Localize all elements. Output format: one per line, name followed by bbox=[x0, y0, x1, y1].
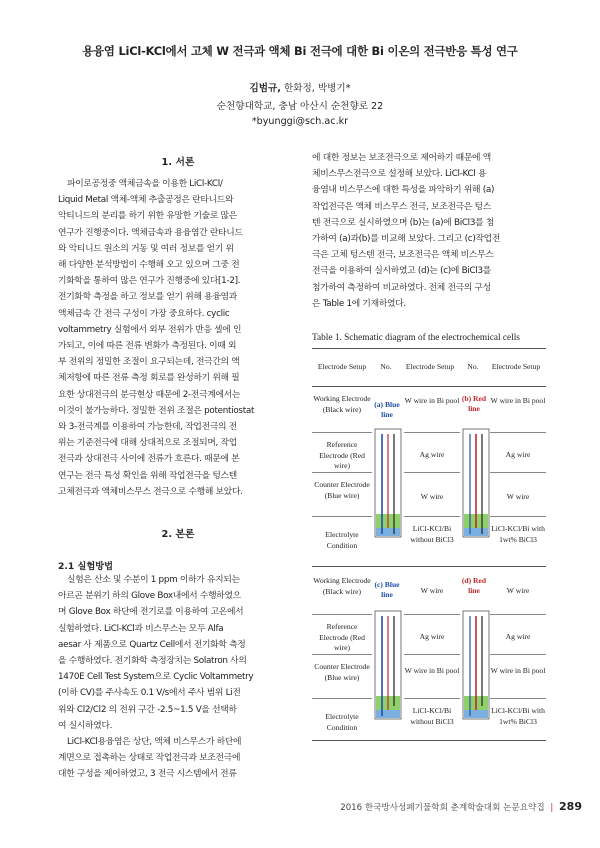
label-b: (b) Red line bbox=[461, 394, 487, 413]
text-line: 고체전극과 액체비스무스 전극으로 수행해 보았다. bbox=[58, 486, 243, 497]
row-divider bbox=[404, 472, 460, 473]
cell-schematic-c bbox=[374, 610, 402, 720]
cell-working-c: W wire bbox=[420, 586, 444, 595]
label-a: (a) Blue line bbox=[374, 400, 400, 419]
text-line: 전기화학 측정을 하고 정보를 얻기 위해 용융염과 bbox=[58, 292, 237, 303]
row-divider bbox=[404, 516, 460, 517]
row-divider bbox=[490, 654, 546, 655]
row-divider bbox=[312, 472, 372, 473]
cell-electrolyte-c: LiCl-KCl/Bi without BiCl3 bbox=[410, 706, 454, 726]
row-label-counter: Counter Electrode (Blue wire) bbox=[314, 480, 370, 500]
text-line: 을 수행하였다. 전기화학 측정장치는 Solatron 사의 bbox=[58, 656, 247, 667]
text-line: LiCl-KCl용융염은 상단, 액체 비스무스가 하단에 bbox=[67, 737, 242, 748]
author-rest: 한화정, 박병기* bbox=[280, 83, 351, 94]
text-line: 요한 상대전극의 분극현상 때문에 2-전극계에서는 bbox=[58, 389, 241, 400]
cell-reference-c: Ag wire bbox=[419, 632, 445, 641]
intro-paragraph bbox=[58, 176, 298, 500]
row-divider bbox=[312, 698, 372, 699]
text-line: 실험은 산소 및 수분이 1 ppm 이하가 유지되는 bbox=[67, 575, 240, 585]
row-divider bbox=[404, 432, 460, 433]
row-label-working: Working Electrode (Black wire) bbox=[313, 576, 371, 596]
method-paragraph bbox=[58, 572, 298, 783]
row-divider bbox=[404, 654, 460, 655]
text-line: 체비스무스전극으로 설정해 보았다. LiCl-KCl 용 bbox=[312, 169, 487, 180]
text-line: 1470E Cell Test System으로 Cyclic Voltammetry bbox=[58, 672, 254, 683]
label-d: (d) Red line bbox=[461, 576, 487, 595]
row-divider bbox=[312, 516, 372, 517]
cell-counter-c: W wire in Bi pool bbox=[404, 666, 460, 675]
row-divider bbox=[312, 614, 372, 615]
text-line: 기화학을 통하여 많은 연구가 진행중에 있다[1-2]. bbox=[58, 276, 241, 287]
text-line: 와 악티니드 원소의 거동 및 여러 정보를 얻기 위 bbox=[58, 243, 234, 254]
row-divider bbox=[312, 432, 372, 433]
table-header-row bbox=[312, 349, 546, 387]
text-line: 며 Glove Box 하단에 전기로를 이용하여 고온에서 bbox=[58, 607, 244, 618]
col-header: Electrode Setup bbox=[486, 349, 546, 387]
cell-counter-a: W wire bbox=[420, 492, 444, 501]
text-line: 아르곤 분위기 하의 Glove Box내에서 수행하였으 bbox=[58, 591, 241, 602]
cell-working-d: W wire bbox=[506, 586, 530, 595]
subheading: 2.1 실험방법 bbox=[58, 561, 113, 572]
cell-electrolyte-b: LiCl-KCl/Bi with 1wt% BiCl3 bbox=[491, 524, 545, 544]
col-header: Electrode Setup bbox=[312, 349, 372, 387]
body-heading: 2. 본론 bbox=[161, 529, 195, 540]
cell-counter-d: W wire in Bi pool bbox=[490, 666, 546, 675]
row-label-electrolyte: Electrolyte Condition bbox=[325, 712, 359, 732]
row-divider bbox=[490, 698, 546, 699]
text-line: 첨가하여 측정하여 비교하였다. 전체 전극의 구성 bbox=[312, 282, 491, 293]
table-1 bbox=[312, 348, 546, 387]
author-main: 김범규, bbox=[249, 83, 281, 94]
text-line: aesar 사 제품으로 Quartz Cell에서 전기화학 측정 bbox=[58, 639, 246, 650]
text-line: 연구는 전극 특성 확인을 위해 작업전극을 텅스텐 bbox=[58, 470, 237, 481]
text-line: Liquid Metal 액체-액체 추출공정은 란타니드와 bbox=[58, 195, 234, 206]
cell-reference-d: Ag wire bbox=[505, 632, 531, 641]
text-line: 이것이 불가능하다. 정밀한 전위 조절은 potentiostat bbox=[58, 405, 255, 416]
cell-reference-a: Ag wire bbox=[419, 450, 445, 459]
row-label-reference: Reference Electrode (Red wire) bbox=[319, 622, 365, 652]
affiliation: 순천향대학교, 충남 아산시 순천향로 22 bbox=[216, 101, 384, 112]
col-header: Electrode Setup bbox=[400, 349, 460, 387]
cell-electrolyte-a: LiCl-KCl/Bi without BiCl3 bbox=[410, 524, 454, 544]
col-header: No. bbox=[372, 349, 400, 387]
table-block-2 bbox=[312, 570, 546, 750]
row-divider bbox=[490, 516, 546, 517]
row-label-reference: Reference Electrode (Red wire) bbox=[319, 440, 365, 470]
row-divider bbox=[404, 698, 460, 699]
authors bbox=[0, 80, 600, 94]
label-c: (c) Blue line bbox=[374, 580, 400, 599]
cell-reference-b: Ag wire bbox=[505, 450, 531, 459]
col-header: No. bbox=[460, 349, 486, 387]
right-paragraph bbox=[312, 150, 544, 312]
row-divider bbox=[312, 654, 372, 655]
page-number: 289 bbox=[559, 800, 582, 813]
text-line: 에 대한 정보는 보조전극으로 제어하기 때문에 액 bbox=[312, 153, 491, 163]
row-divider bbox=[490, 472, 546, 473]
text-line: 연구가 진행중이다. 액체금속과 용융염간 란타니드 bbox=[58, 227, 243, 238]
text-line: 융염내 비스무스에 대한 특성을 파악하기 위해 (a) bbox=[312, 185, 495, 196]
text-line: 전극을 이용하여 실시하였고 (d)는 (c)에 BiCl3를 bbox=[312, 266, 491, 277]
text-line: 위는 기준전극에 대해 상대적으로 조절되며, 작업 bbox=[58, 438, 237, 449]
row-divider bbox=[490, 432, 546, 433]
text-line: 실험하였다. LiCl-KCl과 비스무스는 모두 Alfa bbox=[58, 623, 224, 634]
table-caption: Table 1. Schematic diagram of the electrochemical cells bbox=[312, 333, 520, 343]
text-line: 체저항에 따른 전류 측정 회로를 완성하기 위해 필 bbox=[58, 373, 240, 384]
table-bottom-rule bbox=[312, 740, 546, 741]
cell-counter-b: W wire bbox=[506, 492, 530, 501]
block-divider bbox=[312, 566, 546, 567]
text-line: 극은 고체 텅스텐 전극, 보조전극은 액체 비스무스 bbox=[312, 250, 494, 261]
text-line: 여 실시하였다. bbox=[58, 720, 113, 731]
text-line: 작업전극은 액체 비스무스 전극, 보조전극은 텅스 bbox=[312, 201, 491, 212]
table-block-1 bbox=[312, 388, 546, 568]
paper-title: 용융염 LiCl-KCl에서 고체 W 전극과 액체 Bi 전극에 대한 Bi 이온의 전극반응 특성 연구 bbox=[82, 44, 518, 58]
row-label-working: Working Electrode (Black wire) bbox=[313, 394, 371, 414]
cell-working-a: W wire in Bi pool bbox=[404, 396, 460, 405]
text-line: 가되고, 이에 따른 전류 변화가 측정된다. 이때 외 bbox=[58, 341, 237, 352]
cell-schematic-b bbox=[462, 428, 490, 538]
row-divider bbox=[490, 614, 546, 615]
row-label-counter: Counter Electrode (Blue wire) bbox=[314, 662, 370, 682]
cell-electrolyte-d: LiCl-KCl/Bi with 1wt% BiCl3 bbox=[491, 706, 545, 726]
row-divider bbox=[404, 614, 460, 615]
row-label-electrolyte: Electrolyte Condition bbox=[325, 530, 359, 550]
text-line: 계면으로 접촉하는 상태로 작업전극과 보조전극에 bbox=[58, 753, 241, 764]
text-line: 전극과 상대전극 사이에 전류가 흐른다. 때문에 본 bbox=[58, 454, 240, 465]
text-line: 해 다양한 분석방법이 수행해 오고 있으며 그중 전 bbox=[58, 260, 240, 271]
cell-working-b: W wire in Bi pool bbox=[490, 396, 546, 405]
text-line: voltammetry 실험에서 외부 전위가 반응 셀에 인 bbox=[58, 324, 242, 335]
cell-schematic-d bbox=[462, 610, 490, 720]
footer-divider: | bbox=[550, 803, 554, 813]
text-line: 텐 전극으로 실시하였으며 (b)는 (a)에 BiCl3를 첨 bbox=[312, 217, 495, 228]
text-line: 대한 구성을 제어하였고, 3 전극 시스템에서 전류 bbox=[58, 769, 237, 780]
text-line: 은 Table 1에 기재하였다. bbox=[312, 298, 406, 309]
text-line: 가하여 (a)과(b)를 비교해 보았다. 그리고 (c)작업전 bbox=[312, 234, 501, 245]
text-line: 액체금속 간 전극 구성이 가장 중요하다. cyclic bbox=[58, 308, 230, 319]
cell-schematic-a bbox=[374, 428, 402, 538]
text-line: (이하 CV)를 주사속도 0.1 V/s에서 주사 범위 Li전 bbox=[58, 688, 241, 699]
text-line: 부 전위의 정밀한 조절이 요구되는데, 전극간의 액 bbox=[58, 357, 240, 368]
intro-heading: 1. 서론 bbox=[161, 157, 195, 168]
text-line: 파이로공정중 액체금속을 이용한 LiCl-KCl/ bbox=[67, 179, 223, 189]
email: *byunggi@sch.ac.kr bbox=[251, 116, 349, 127]
footer-text: 2016 한국방사성폐기물학회 춘계학술대회 논문요약집 bbox=[340, 803, 545, 813]
text-line: 위와 Cl2/Cl2 의 전위 구간 -2.5~1.5 V을 선택하 bbox=[58, 704, 237, 715]
text-line: 와 3-전극계를 이용하여 가능한데, 작업전극의 전 bbox=[58, 422, 237, 433]
footer bbox=[340, 800, 582, 813]
text-line: 악티니드의 분리를 하기 위한 유망한 기술로 많은 bbox=[58, 211, 237, 222]
